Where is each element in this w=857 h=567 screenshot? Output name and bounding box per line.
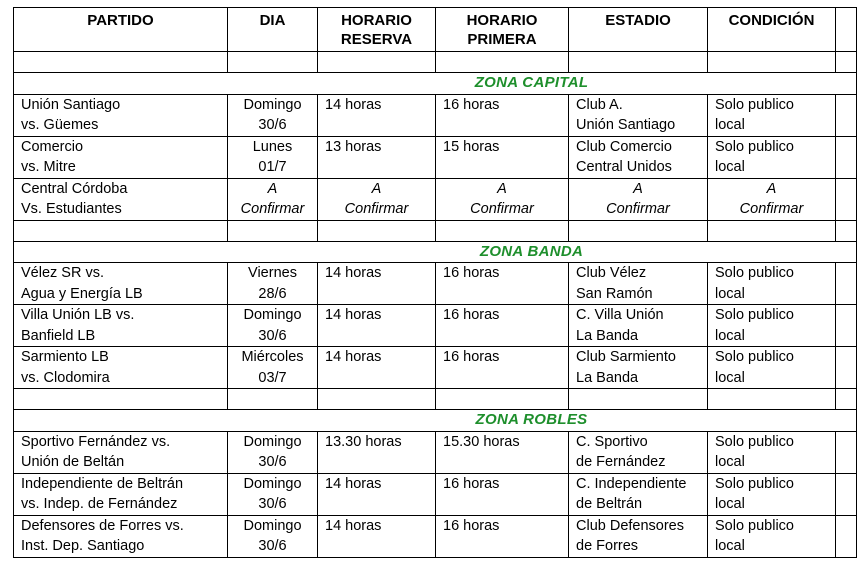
condition-cell-line: local: [715, 285, 745, 302]
match-row: [14, 305, 857, 347]
first-team-time-cell: [436, 94, 569, 136]
reserve-time-cell: [318, 136, 436, 178]
first-team-time-cell: [436, 305, 569, 347]
empty-cell: [228, 52, 318, 73]
first-team-time-cell-line: Confirmar: [470, 201, 534, 217]
empty-cell: [836, 263, 857, 305]
match-row: [14, 431, 857, 473]
first-team-time-cell-line: 16 horas: [443, 96, 500, 113]
condition-cell-line: local: [715, 369, 745, 386]
stadium-cell: [569, 263, 708, 305]
header-extra: [836, 8, 857, 52]
match-name-cell-line: Central Córdoba: [21, 180, 128, 197]
condition-cell: [708, 178, 836, 220]
match-name-cell-line: Comercio: [21, 138, 84, 155]
empty-cell: [569, 52, 708, 73]
condition-cell-line: local: [715, 496, 745, 512]
first-team-time-cell: [436, 473, 569, 515]
match-name-cell-line: Agua y Energía LB: [21, 285, 143, 302]
empty-cell: [228, 220, 318, 241]
reserve-time-cell-line: 14 horas: [325, 475, 382, 492]
first-team-time-cell-line: 16 horas: [443, 265, 500, 281]
empty-cell: [318, 220, 436, 241]
match-day-cell-line: Domingo: [243, 307, 302, 323]
match-name-cell: [14, 473, 228, 515]
match-name-cell-line: Defensores de Forres vs.: [21, 517, 184, 534]
header-partido: PARTIDO: [14, 8, 228, 52]
zone-header-row: [14, 241, 857, 263]
stadium-cell-line: Club Comercio: [576, 138, 672, 155]
match-name-cell: [14, 178, 228, 220]
first-team-time-cell: [436, 263, 569, 305]
match-day-cell-line: 30/6: [258, 117, 287, 133]
header-horario-primera: HORARIO PRIMERA: [436, 8, 569, 52]
match-name-cell-line: Vélez SR vs.: [21, 265, 104, 281]
stadium-cell: [569, 515, 708, 557]
first-team-time-cell-line: 16 horas: [443, 517, 500, 534]
match-row: [14, 473, 857, 515]
match-day-cell: [228, 473, 318, 515]
match-day-cell-line: 30/6: [258, 496, 287, 512]
zone-title: ZONA CAPITAL: [228, 73, 836, 95]
match-name-cell-line: vs. Clodomira: [21, 369, 110, 386]
header-estadio: ESTADIO: [569, 8, 708, 52]
stadium-cell-line: La Banda: [576, 369, 639, 386]
reserve-time-cell: [318, 178, 436, 220]
condition-cell-line: local: [715, 454, 745, 470]
match-name-cell-line: Banfield LB: [21, 327, 96, 344]
match-day-cell-line: Confirmar: [240, 201, 305, 217]
empty-cell: [836, 389, 857, 410]
reserve-time-cell-line: A: [371, 180, 382, 197]
match-day-cell-line: 03/7: [258, 369, 287, 386]
stadium-cell: [569, 305, 708, 347]
match-name-cell-line: Sportivo Fernández vs.: [21, 433, 171, 450]
match-day-cell: [228, 136, 318, 178]
first-team-time-cell-line: 16 horas: [443, 307, 500, 323]
match-name-cell: [14, 94, 228, 136]
match-day-cell: [228, 263, 318, 305]
empty-cell: [836, 431, 857, 473]
condition-cell: [708, 347, 836, 389]
match-name-cell-line: vs. Indep. de Fernández: [21, 496, 178, 512]
match-row: [14, 263, 857, 305]
condition-cell-line: Solo publico: [715, 307, 794, 323]
stadium-cell-line: de Fernández: [576, 454, 666, 470]
empty-cell: [708, 220, 836, 241]
first-team-time-cell: [436, 431, 569, 473]
stadium-cell-line: Club Sarmiento: [576, 349, 676, 365]
stadium-cell-line: Club Vélez: [576, 265, 647, 281]
reserve-time-cell: [318, 515, 436, 557]
zone-header-row: [14, 73, 857, 95]
first-team-time-cell-line: 15 horas: [443, 138, 500, 155]
stadium-cell: [569, 473, 708, 515]
match-name-cell-line: Unión de Beltán: [21, 454, 125, 470]
match-name-cell: [14, 431, 228, 473]
match-day-cell-line: 01/7: [258, 159, 287, 175]
empty-cell: [436, 220, 569, 241]
match-day-cell-line: Miércoles: [241, 349, 304, 365]
zone-spacer-right: [836, 73, 857, 95]
reserve-time-cell: [318, 305, 436, 347]
reserve-time-cell-line: 14 horas: [325, 349, 382, 365]
spacer-row: [14, 220, 857, 241]
reserve-time-cell-line: 14 horas: [325, 96, 382, 113]
match-name-cell-line: Independiente de Beltrán: [21, 475, 184, 492]
zone-spacer-left: [14, 241, 228, 263]
condition-cell-line: Solo publico: [715, 349, 794, 365]
match-day-cell: [228, 515, 318, 557]
match-name-cell: [14, 305, 228, 347]
stadium-cell-line: San Ramón: [576, 285, 653, 302]
stadium-cell-line: La Banda: [576, 327, 639, 344]
match-day-cell-line: Lunes: [252, 138, 293, 155]
condition-cell-line: Solo publico: [715, 96, 794, 113]
condition-cell-line: Solo publico: [715, 138, 794, 155]
stadium-cell-line: de Forres: [576, 538, 639, 554]
condition-cell-line: local: [715, 538, 745, 554]
zone-title: ZONA BANDA: [228, 241, 836, 263]
stadium-cell: [569, 178, 708, 220]
empty-cell: [569, 389, 708, 410]
match-day-cell: [228, 305, 318, 347]
condition-cell: [708, 136, 836, 178]
empty-cell: [836, 220, 857, 241]
match-day-cell-line: A: [267, 180, 278, 197]
stadium-cell-line: Unión Santiago: [576, 117, 676, 133]
stadium-cell-line: Confirmar: [606, 201, 670, 217]
match-row: [14, 347, 857, 389]
zone-title: ZONA ROBLES: [228, 410, 836, 432]
condition-cell: [708, 515, 836, 557]
stadium-cell-line: de Beltrán: [576, 496, 643, 512]
match-day-cell: [228, 178, 318, 220]
reserve-time-cell-line: 14 horas: [325, 265, 382, 281]
condition-cell-line: Solo publico: [715, 433, 794, 450]
first-team-time-cell: [436, 136, 569, 178]
match-name-cell-line: Inst. Dep. Santiago: [21, 538, 145, 554]
match-day-cell: [228, 431, 318, 473]
stadium-cell: [569, 431, 708, 473]
stadium-cell-line: Central Unidos: [576, 159, 672, 175]
first-team-time-cell: [436, 515, 569, 557]
stadium-cell-line: Club A.: [576, 96, 623, 113]
header-dia: DIA: [228, 8, 318, 52]
condition-cell-line: A: [766, 180, 777, 197]
stadium-cell: [569, 94, 708, 136]
header-condicion: CONDICIÓN: [708, 8, 836, 52]
empty-cell: [14, 389, 228, 410]
condition-cell-line: Solo publico: [715, 517, 794, 534]
reserve-time-cell-line: 13.30 horas: [325, 433, 402, 450]
reserve-time-cell: [318, 94, 436, 136]
empty-cell: [436, 52, 569, 73]
match-name-cell-line: Unión Santiago: [21, 96, 121, 113]
empty-cell: [318, 389, 436, 410]
zone-spacer-left: [14, 73, 228, 95]
match-day-cell-line: Domingo: [243, 517, 302, 534]
reserve-time-cell: [318, 473, 436, 515]
match-day-cell-line: Domingo: [243, 433, 302, 450]
zone-spacer-right: [836, 241, 857, 263]
empty-cell: [836, 305, 857, 347]
empty-cell: [14, 52, 228, 73]
empty-cell: [836, 178, 857, 220]
header-row: [14, 8, 857, 52]
match-day-cell-line: 30/6: [258, 454, 287, 470]
empty-cell: [708, 389, 836, 410]
empty-cell: [836, 94, 857, 136]
reserve-time-cell-line: 13 horas: [325, 138, 382, 155]
zone-spacer-right: [836, 410, 857, 432]
match-row: [14, 136, 857, 178]
match-day-cell-line: 30/6: [258, 327, 287, 344]
match-day-cell-line: Viernes: [248, 265, 297, 281]
match-day-cell-line: 30/6: [258, 538, 287, 554]
empty-cell: [836, 515, 857, 557]
match-name-cell-line: Vs. Estudiantes: [21, 201, 122, 217]
match-row: [14, 94, 857, 136]
first-team-time-cell-line: 15.30 horas: [443, 433, 520, 450]
zone-spacer-left: [14, 410, 228, 432]
condition-cell-line: local: [715, 327, 745, 344]
reserve-time-cell-line: 14 horas: [325, 307, 382, 323]
match-name-cell: [14, 136, 228, 178]
zone-header-row: [14, 410, 857, 432]
stadium-cell-line: C. Villa Unión: [576, 307, 664, 323]
empty-cell: [836, 347, 857, 389]
empty-cell: [836, 136, 857, 178]
stadium-cell-line: C. Independiente: [576, 475, 687, 492]
first-team-time-cell-line: A: [497, 180, 507, 197]
empty-cell: [14, 220, 228, 241]
empty-cell: [318, 52, 436, 73]
match-day-cell: [228, 347, 318, 389]
match-day-cell-line: 28/6: [258, 285, 287, 302]
condition-cell: [708, 431, 836, 473]
stadium-cell-line: C. Sportivo: [576, 433, 648, 450]
reserve-time-cell-line: Confirmar: [344, 201, 409, 217]
match-day-cell: [228, 94, 318, 136]
condition-cell: [708, 305, 836, 347]
empty-cell: [436, 389, 569, 410]
empty-cell: [708, 52, 836, 73]
match-name-cell: [14, 263, 228, 305]
condition-cell: [708, 473, 836, 515]
match-day-cell-line: Domingo: [243, 96, 302, 113]
reserve-time-cell: [318, 431, 436, 473]
empty-cell: [228, 389, 318, 410]
stadium-cell-line: Club Defensores: [576, 517, 684, 534]
reserve-time-cell: [318, 263, 436, 305]
condition-cell-line: Solo publico: [715, 265, 794, 281]
match-row: [14, 515, 857, 557]
condition-cell-line: local: [715, 159, 745, 175]
fixture-body: [14, 52, 857, 558]
match-name-cell: [14, 347, 228, 389]
fixture-table: [13, 7, 857, 558]
empty-cell: [569, 220, 708, 241]
condition-cell-line: Solo publico: [715, 475, 794, 492]
spacer-row: [14, 389, 857, 410]
stadium-cell-line: A: [633, 180, 643, 197]
match-name-cell-line: Villa Unión LB vs.: [21, 307, 135, 323]
stadium-cell: [569, 136, 708, 178]
empty-cell: [836, 52, 857, 73]
match-name-cell-line: Sarmiento LB: [21, 349, 109, 365]
match-day-cell-line: Domingo: [243, 475, 302, 492]
first-team-time-cell-line: 16 horas: [443, 349, 500, 365]
first-team-time-cell-line: 16 horas: [443, 475, 500, 492]
empty-cell: [836, 473, 857, 515]
first-team-time-cell: [436, 347, 569, 389]
match-row: [14, 178, 857, 220]
condition-cell: [708, 94, 836, 136]
match-name-cell: [14, 515, 228, 557]
reserve-time-cell: [318, 347, 436, 389]
match-name-cell-line: vs. Güemes: [21, 117, 99, 133]
stadium-cell: [569, 347, 708, 389]
condition-cell-line: local: [715, 117, 745, 133]
spacer-row: [14, 52, 857, 73]
condition-cell: [708, 263, 836, 305]
first-team-time-cell: [436, 178, 569, 220]
reserve-time-cell-line: 14 horas: [325, 517, 382, 534]
match-name-cell-line: vs. Mitre: [21, 159, 76, 175]
header-horario-reserva: HORARIO RESERVA: [318, 8, 436, 52]
condition-cell-line: Confirmar: [739, 201, 804, 217]
